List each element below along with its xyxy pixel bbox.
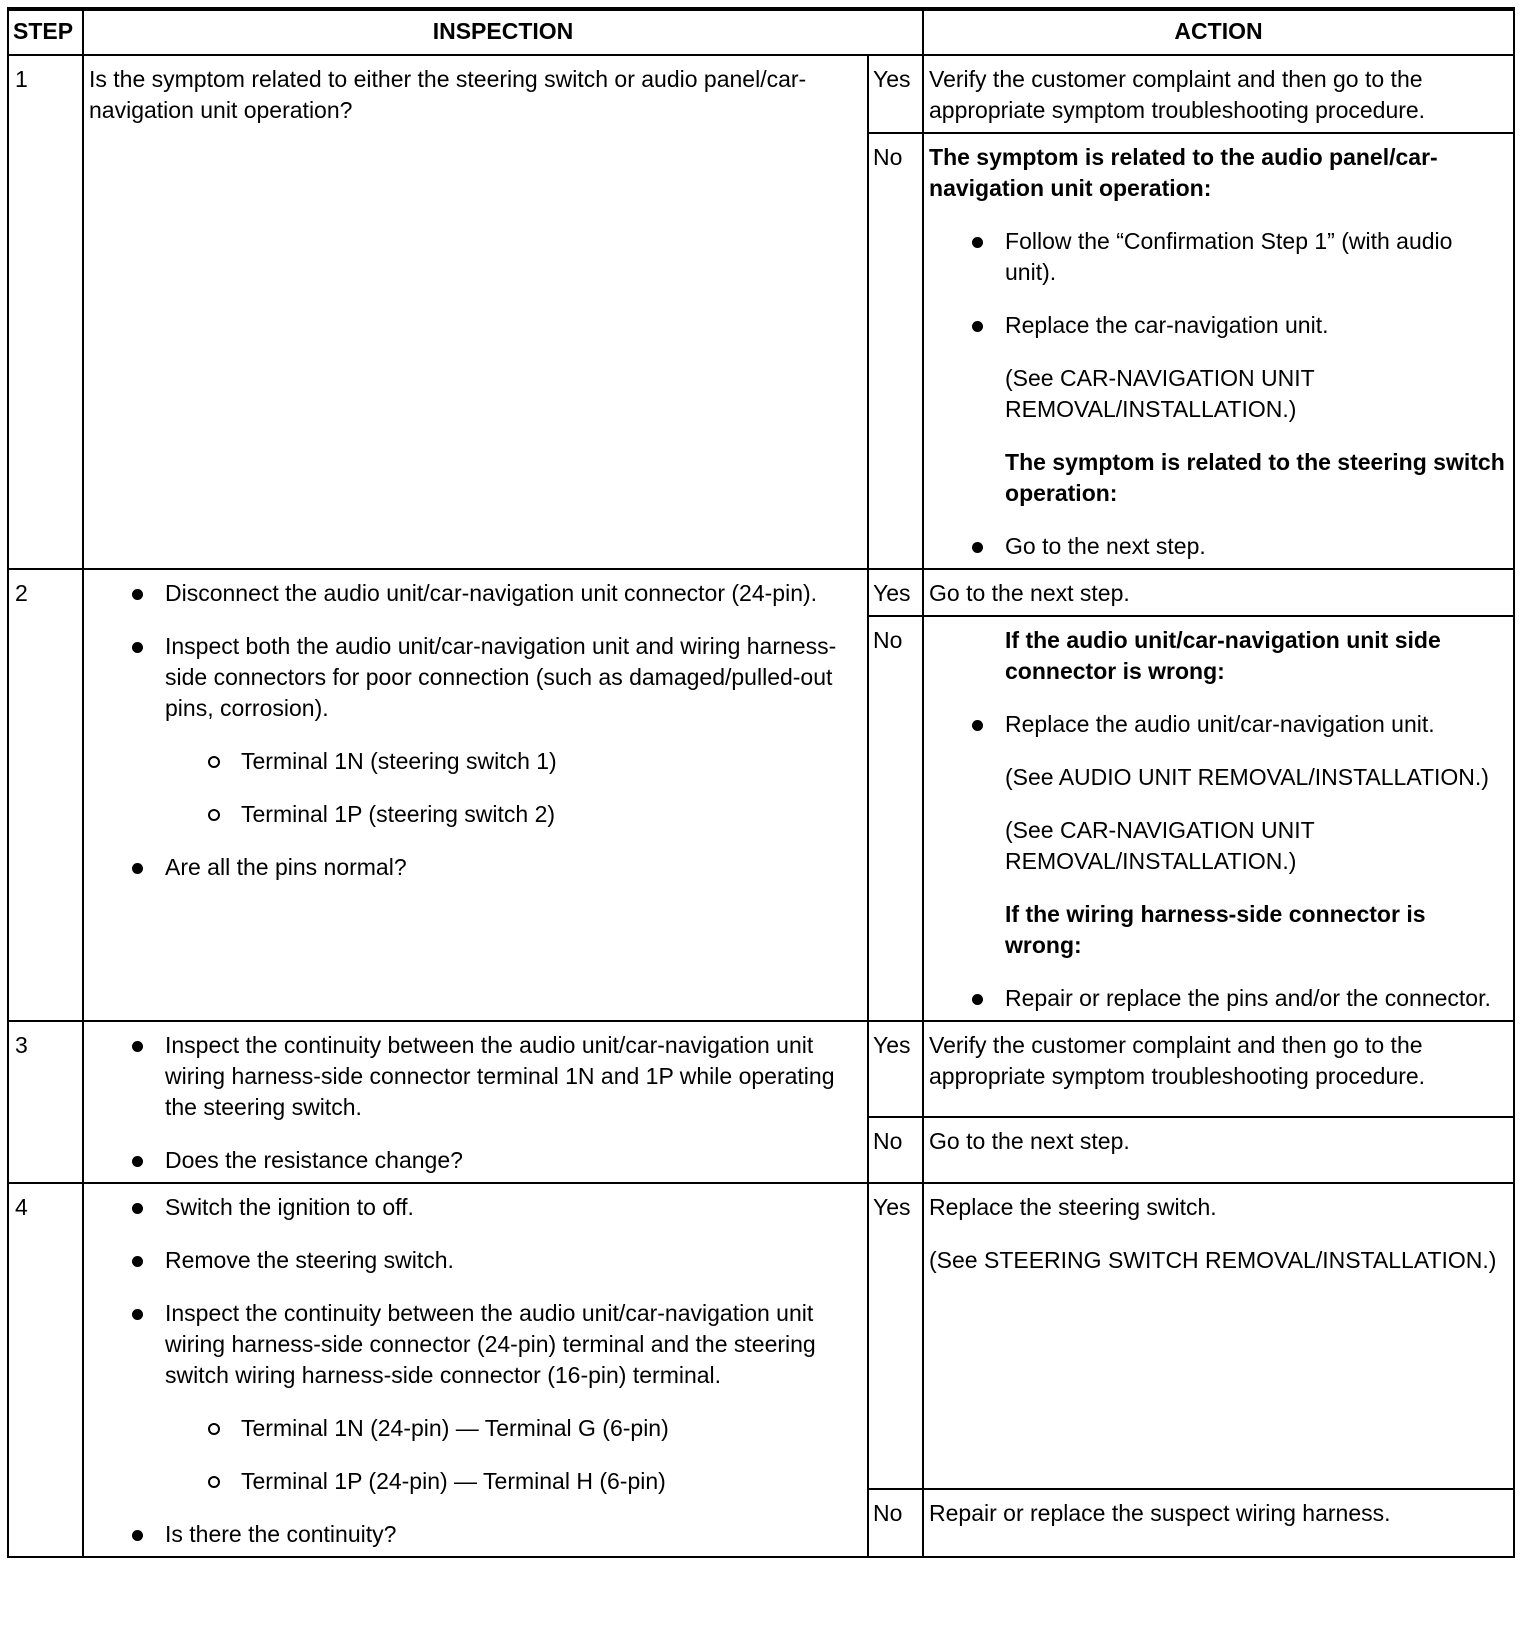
- step-2-no-bullet-2: Repair or replace the pins and/or the connector.: [929, 983, 1507, 1014]
- header-inspection: INSPECTION: [83, 9, 923, 55]
- step-4-number: 4: [8, 1183, 83, 1557]
- step-3-bullet-2: Does the resistance change?: [89, 1145, 861, 1176]
- step-4-bullet-3: [89, 1298, 861, 1497]
- step-4-bullet-2: Remove the steering switch.: [89, 1245, 861, 1276]
- step-2-bullet-2: [89, 631, 861, 830]
- header-row: [8, 9, 1514, 55]
- step-1-number: 1: [8, 55, 83, 569]
- step-4-yes-text: Replace the steering switch.: [929, 1194, 1217, 1220]
- step-2-no-note-1: (See AUDIO UNIT REMOVAL/INSTALLATION.): [1005, 764, 1489, 790]
- step-2-no-action: [923, 616, 1514, 1021]
- step-3-no-action: Go to the next step.: [923, 1117, 1514, 1183]
- step-1-yes-label: Yes: [868, 55, 923, 133]
- step-4-bullet-3-text: Inspect the continuity between the audio unit/car-navigation unit wiring harness-side connector (24-pin) terminal and the steering switch wiring harness-side connector (16-pin) terminal.: [165, 1300, 816, 1388]
- step-1-no-label: No: [868, 133, 923, 569]
- step-4-no-label: No: [868, 1489, 923, 1557]
- step-1-no-bullet-2: Replace the car-navigation unit.: [929, 310, 1507, 341]
- step-2-sub-1: Terminal 1N (steering switch 1): [165, 746, 861, 777]
- step-2-sub-2: Terminal 1P (steering switch 2): [165, 799, 861, 830]
- step-3-yes-row: [8, 1021, 1514, 1117]
- step-2-bullet-3: Are all the pins normal?: [89, 852, 861, 883]
- step-1-no-note: (See CAR-NAVIGATION UNIT REMOVAL/INSTALLATION.): [1005, 365, 1315, 422]
- step-4-bullet-4: Is there the continuity?: [89, 1519, 861, 1550]
- step-2-yes-row: [8, 569, 1514, 616]
- step-1-no-bullet-3: Go to the next step.: [929, 531, 1507, 562]
- step-2-no-heading-1: If the audio unit/car-navigation unit side connector is wrong:: [1005, 627, 1441, 684]
- step-4-yes-note: (See STEERING SWITCH REMOVAL/INSTALLATION.): [929, 1247, 1497, 1273]
- step-3-inspection: [83, 1021, 868, 1183]
- step-1-question: Is the symptom related to either the steering switch or audio panel/car-navigation unit operation?: [89, 66, 807, 123]
- step-3-bullet-1: Inspect the continuity between the audio unit/car-navigation unit wiring harness-side connector terminal 1N and 1P while operating the steering switch.: [89, 1030, 861, 1123]
- step-2-yes-action: Go to the next step.: [923, 569, 1514, 616]
- step-4-inspection: [83, 1183, 868, 1557]
- step-3-number: 3: [8, 1021, 83, 1183]
- step-1-no-bullet-1: Follow the “Confirmation Step 1” (with audio unit).: [929, 226, 1507, 288]
- step-2-no-heading-2: If the wiring harness-side connector is wrong:: [1005, 901, 1426, 958]
- step-4-bullet-1: Switch the ignition to off.: [89, 1192, 861, 1223]
- step-2-no-label: No: [868, 616, 923, 1021]
- step-2-bullet-1: Disconnect the audio unit/car-navigation unit connector (24-pin).: [89, 578, 861, 609]
- step-1-yes-row: [8, 55, 1514, 133]
- step-3-no-label: No: [868, 1117, 923, 1183]
- step-4-yes-row: [8, 1183, 1514, 1489]
- step-1-inspection: [83, 55, 868, 569]
- step-1-no-heading: The symptom is related to the audio panel/car-navigation unit operation:: [929, 144, 1438, 201]
- step-4-sub-2: Terminal 1P (24-pin) — Terminal H (6-pin): [165, 1466, 861, 1497]
- step-4-no-action: Repair or replace the suspect wiring harness.: [923, 1489, 1514, 1557]
- header-step: STEP: [8, 9, 83, 55]
- troubleshooting-table: [7, 7, 1515, 1558]
- step-2-bullet-2-text: Inspect both the audio unit/car-navigation unit and wiring harness-side connectors for poor connection (such as damaged/pulled-out pins, corrosion).: [165, 633, 837, 721]
- step-3-yes-action: Verify the customer complaint and then go to the appropriate symptom troubleshooting procedure.: [923, 1021, 1514, 1117]
- step-4-sub-1: Terminal 1N (24-pin) — Terminal G (6-pin): [165, 1413, 861, 1444]
- step-2-no-note-2: (See CAR-NAVIGATION UNIT REMOVAL/INSTALLATION.): [1005, 817, 1315, 874]
- step-1-no-action: [923, 133, 1514, 569]
- step-4-yes-action: [923, 1183, 1514, 1489]
- step-2-inspection: [83, 569, 868, 1021]
- step-2-number: 2: [8, 569, 83, 1021]
- step-1-no-heading-2: The symptom is related to the steering switch operation:: [1005, 449, 1505, 506]
- step-2-yes-label: Yes: [868, 569, 923, 616]
- step-3-yes-label: Yes: [868, 1021, 923, 1117]
- header-action: ACTION: [923, 9, 1514, 55]
- step-4-yes-label: Yes: [868, 1183, 923, 1489]
- step-1-yes-action: Verify the customer complaint and then go to the appropriate symptom troubleshooting procedure.: [923, 55, 1514, 133]
- step-2-no-bullet-1: Replace the audio unit/car-navigation unit.: [929, 709, 1507, 740]
